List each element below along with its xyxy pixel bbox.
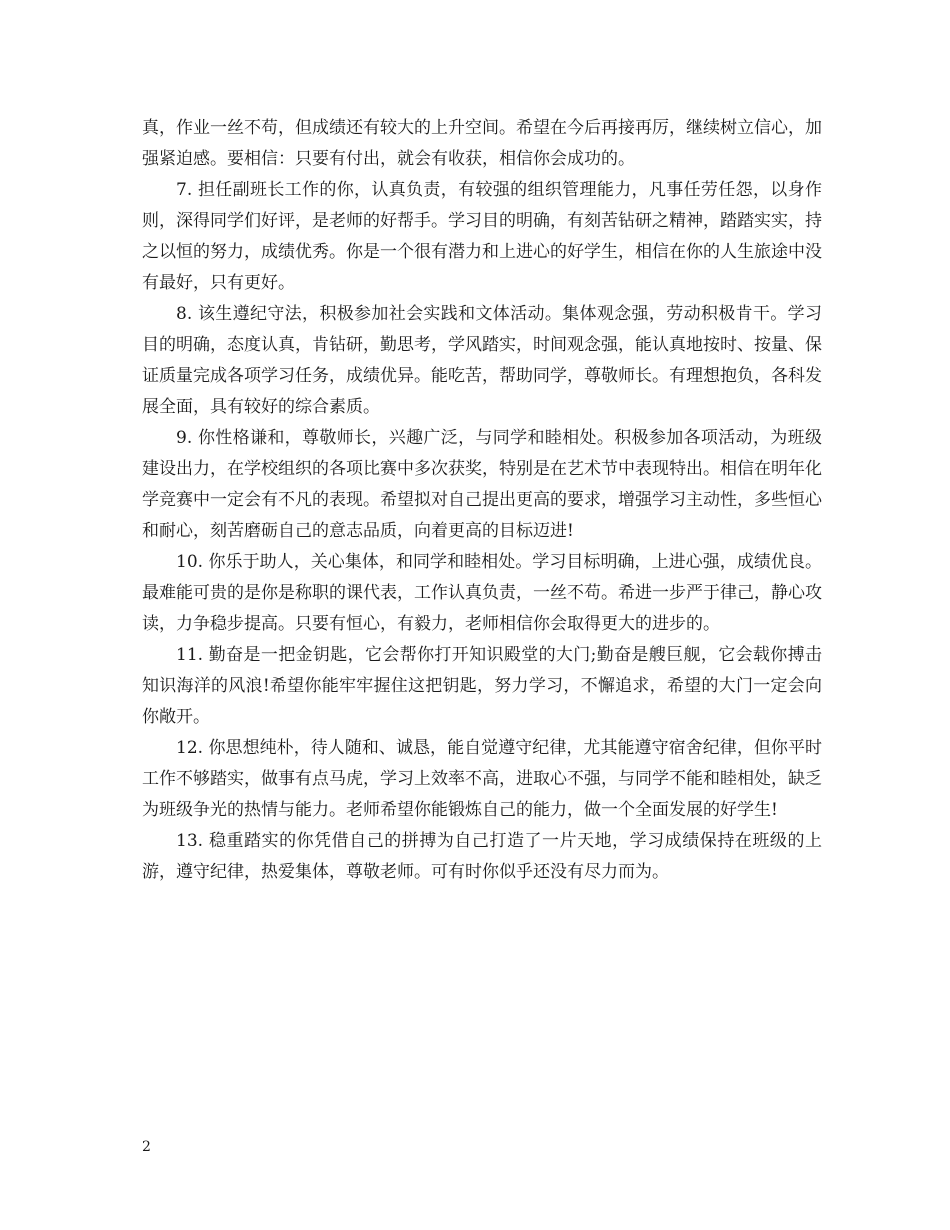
page-number: 2 (142, 1139, 151, 1155)
paragraph-item-13: 13. 稳重踏实的你凭借自己的拼搏为自己打造了一片天地，学习成绩保持在班级的上游，遵守纪律，热爱集体，尊敬老师。可有时你似乎还没有尽力而为。 (142, 831, 822, 882)
document-body (142, 113, 822, 888)
paragraph-item-8: 8. 该生遵纪守法，积极参加社会实践和文体活动。集体观念强，劳动积极肯干。学习目的明确，态度认真，肯钻研，勤思考，学风踏实，时间观念强，能认真地按时、按量、保证质量完成各项学习任务，成绩优异。能吃苦，帮助同学，尊敬师长。有理想抱负，各科发展全面，具有较好的综合素质。 (142, 304, 822, 417)
paragraph-continuation: 真，作业一丝不苟，但成绩还有较大的上升空间。希望在今后再接再厉，继续树立信心，加强紧迫感。要相信：只要有付出，就会有收获，相信你会成功的。 (142, 118, 822, 169)
paragraph-item-10: 10. 你乐于助人，关心集体，和同学和睦相处。学习目标明确，上进心强，成绩优良。最难能可贵的是你是称职的课代表，工作认真负责，一丝不苟。希进一步严于律己，静心攻读，力争稳步提高。只要有恒心，有毅力，老师相信你会取得更大的进步的。 (142, 552, 822, 634)
paragraph-item-9: 9. 你性格谦和，尊敬师长，兴趣广泛，与同学和睦相处。积极参加各项活动，为班级建设出力，在学校组织的各项比赛中多次获奖，特别是在艺术节中表现特出。相信在明年化学竞赛中一定会有不凡的表现。希望拟对自己提出更高的要求，增强学习主动性，多些恒心和耐心，刻苦磨砺自己的意志品质，向着更高的目标迈进! (142, 428, 822, 541)
paragraph-item-12: 12. 你思想纯朴，待人随和、诚恳，能自觉遵守纪律，尤其能遵守宿舍纪律，但你平时工作不够踏实，做事有点马虎，学习上效率不高，进取心不强，与同学不能和睦相处，缺乏为班级争光的热情与能力。老师希望你能锻炼自己的能力，做一个全面发展的好学生! (142, 738, 822, 820)
paragraph-item-11: 11. 勤奋是一把金钥匙，它会帮你打开知识殿堂的大门;勤奋是艘巨舰，它会载你搏击知识海洋的风浪!希望你能牢牢握住这把钥匙，努力学习，不懈追求，希望的大门一定会向你敞开。 (142, 645, 822, 727)
paragraph-item-7: 7. 担任副班长工作的你，认真负责，有较强的组织管理能力，凡事任劳任怨，以身作则，深得同学们好评，是老师的好帮手。学习目的明确，有刻苦钻研之精神，踏踏实实，持之以恒的努力，成绩优秀。你是一个很有潜力和上进心的好学生，相信在你的人生旅途中没有最好，只有更好。 (142, 180, 822, 293)
